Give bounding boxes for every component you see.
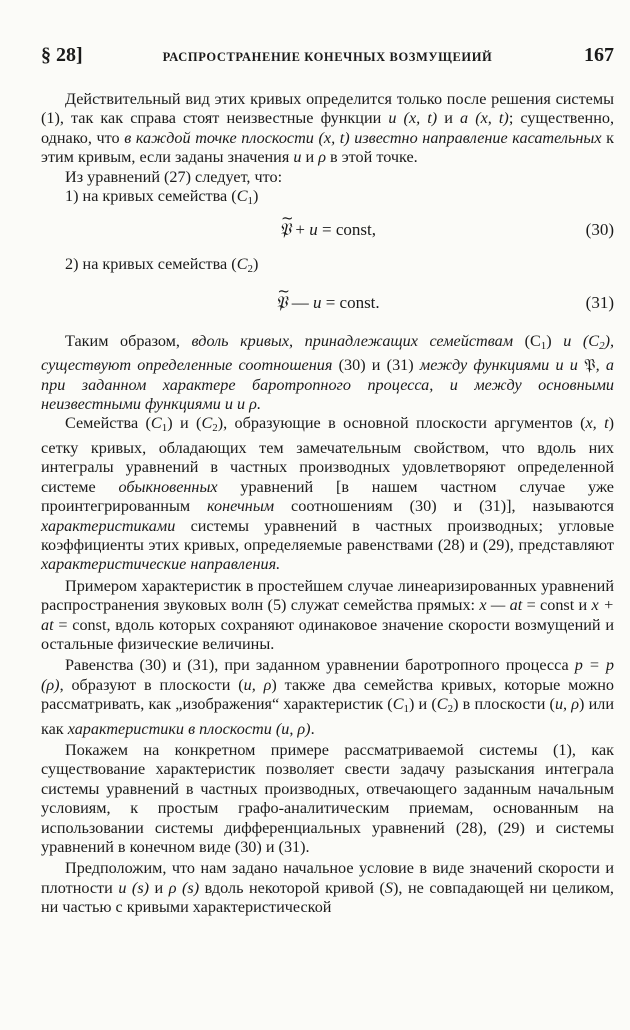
running-header [41, 44, 614, 90]
paragraph-7: Покажем на конкретном примере рассматриваемой системы (1), как существование характеристик позволяет свести задачу разыскания интеграла системы уравнений в частных производных, отвечающего заданным начальным условиям, к простым графо-аналитическим приемам, основанным на использовании системы дифференциальных уравнений (28), (29) и системы уравнений в конечном виде (30) и (31). [41, 740, 614, 856]
section-marker: § 28] [41, 44, 83, 66]
equation-30-number: (30) [585, 220, 614, 240]
item-1: 1) на кривых семейства $(C_1)$ [65, 187, 259, 208]
equation-31-expression: ~ 𝔓 — u = const. [41, 293, 614, 313]
paragraph-8: Предположим, что нам задано начальное условие в виде значений скорости и плотности u (s) и ρ (s) вдоль некоторой кривой (S), не совпадающей ни целиком, ни частью с кривыми характеристической [41, 859, 614, 917]
paragraph-6: Равенства (30) и (31), при заданном уравнении баротропного процесса p = p (ρ), образуют в плоскости (u, ρ) также два семейства кривых, которые можно рассматривать, как „изображения“ характеристик $(C_1)$ и $(C_2)$ в плоскости (u, ρ) или как характеристики в плоскости (u, ρ). [41, 656, 614, 738]
paragraph-2: Из уравнений (27) следует, что: [65, 167, 283, 186]
running-title: РАСПРОСТРАНЕНИЕ КОНЕЧНЫХ ВОЗМУЩЕИИЙ [162, 50, 493, 64]
equation-31 [41, 284, 614, 332]
paragraph-3: Таким образом, вдоль кривых, принадлежащих семействам $(C_1)$ и $(C_2)$, существуют определенные соотношения (30) и (31) между функциями u и 𝔓, а при заданном характере баротропного процесса, и между основными неизвестными функциями u и ρ. [41, 331, 615, 414]
page-number: 167 [584, 44, 614, 66]
equation-30 [41, 211, 614, 255]
equation-30-expression: ~ 𝔓 + u = const, [41, 220, 614, 240]
paragraph-4: Семейства $(C_1)$ и $(C_2)$, образующие в основной плоскости аргументов (x, t) сетку кривых, обладающих тем замечательным свойством, что вдоль них интегралы уравнений в частных производных удовлетворяют определенной системе обыкновенных уравнений [в нашем частном случае уже проинтегрированным конечным соотношениям (30) и (31)], называются характеристиками системы уравнений в частных производных; угловые коэффициенты этих кривых, определяемые равенствами (28) и (29), представляют характеристические направления. [41, 414, 614, 574]
item-2: 2) на кривых семейства $(C_2)$ [65, 255, 259, 276]
paragraph-5: Примером характеристик в простейшем случае линеаризированных уравнений распространения звуковых волн (5) служат семейства прямых: x — at = const и x + at = const, вдоль которых сохраняют одинаковое значение скорости возмущений и остальные физические величины. [41, 576, 614, 653]
paragraph-1: Действительный вид этих кривых определится только после решения системы (1), так как справа стоят неизвестные функции u (x, t) и a (x, t); существенно, однако, что в каждой точке плоскости (x, t) известно направление касательных к этим кривым, если заданы значения u и ρ в этой точке. [41, 90, 614, 167]
equation-31-number: (31) [585, 292, 614, 312]
